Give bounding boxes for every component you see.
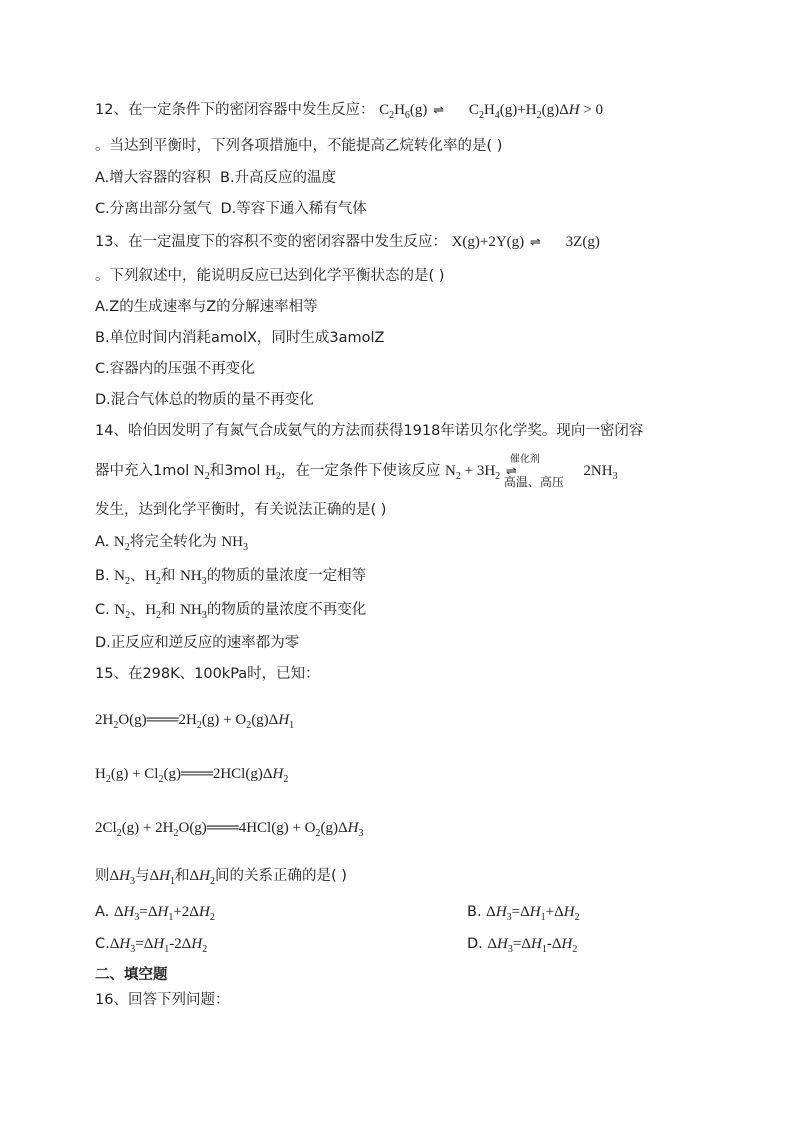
q14-condition-top: 催化剂 bbox=[509, 454, 540, 465]
equilibrium-arrow-icon: ⇌ bbox=[433, 102, 447, 117]
q13-stem: 13、在一定温度下的容积不变的密闭容器中发生反应： bbox=[95, 234, 447, 250]
q13-eq-left: X(g)+2Y(g) bbox=[451, 234, 525, 250]
q15-reaction-3: $2Cl_2(g)$ + $2H_2O(g)═══4HCl(g) + O_2(g)\Delta H_3$ bbox=[95, 820, 364, 839]
q12-tail: 。当达到平衡时，下列各项措施中，不能提高乙烷转化率的是( ) bbox=[95, 138, 503, 154]
q15-option-d: D. $\Delta H_3=\Delta H_1-\Delta H_2$ bbox=[467, 936, 578, 955]
section-title: 二、填空题 bbox=[95, 967, 168, 983]
q14-option-c-text: 的物质的量浓度不再变化 bbox=[206, 602, 367, 618]
q15-question: 则$\Delta H_3$与$\Delta H_1$和$\Delta H_2$间的关系正确的是( ) bbox=[95, 868, 347, 887]
q12-stem-line bbox=[95, 98, 603, 126]
q12-option-b: B.升高反应的温度 bbox=[220, 170, 337, 186]
q14-option-d: D.正反应和逆反应的速率都为零 bbox=[95, 635, 300, 651]
q13-option-a: A.Z的生成速率与Z的分解速率相等 bbox=[95, 299, 318, 315]
catalytic-equilibrium-arrow-icon: 催化剂 ⇌ 高温、高压 bbox=[504, 459, 576, 479]
q14-option-a: A. $N_2$将完全转化为 $NH_3$ bbox=[95, 534, 249, 553]
q15-option-a: A. $\Delta H_3=\Delta H_1+2\Delta H_2$ bbox=[95, 904, 215, 923]
q14-option-c: C. $N_2$、$H_2$和 $NH_3$的物质的量浓度不再变化 bbox=[95, 602, 367, 621]
q15-option-c: $C.\Delta H_3=\Delta H_1-2\Delta H_2$ bbox=[95, 936, 208, 955]
q12-option-a: A.增大容器的容积 bbox=[95, 170, 211, 186]
q14-line2-c: ，在一定条件下使该反应 bbox=[280, 463, 441, 479]
q12-option-d: D.等容下通入稀有气体 bbox=[220, 201, 367, 217]
q14-equation: $N_2 + 3H_2$ 催化剂 ⇌ 高温、高压 $2NH_3$ bbox=[445, 463, 618, 479]
q14-line1: 14、哈伯因发明了有氮气合成氨气的方法而获得1918年诺贝尔化学奖。现向一密闭容 bbox=[95, 423, 644, 439]
q15-options-cd bbox=[95, 934, 578, 960]
q14-option-a-text: 将完全转化为 bbox=[129, 534, 217, 550]
q13-tail: 。下列叙述中，能说明反应已达到化学平衡状态的是( ) bbox=[95, 268, 445, 284]
q15-reaction-1: $2H_2O(g)═══2H_2(g) + O_2(g)\Delta H_1$ bbox=[95, 712, 295, 731]
q12-options-ab bbox=[95, 168, 336, 188]
q14-line2-b: 和3mol bbox=[209, 463, 261, 479]
q13-option-c: C.容器内的压强不再变化 bbox=[95, 361, 255, 377]
q15-ask: 间的关系正确的是( ) bbox=[215, 868, 347, 884]
q15-stem: 15、在298K、100kPa时，已知： bbox=[95, 666, 320, 682]
q16-stem: 16、回答下列问题： bbox=[95, 992, 230, 1008]
q12-option-c: C.分离出部分氢气 bbox=[95, 201, 212, 217]
q13-stem-line bbox=[95, 230, 600, 252]
q15-options-ab bbox=[95, 902, 580, 928]
q14-condition-bottom: 高温、高压 bbox=[503, 475, 564, 489]
q13-option-d: D.混合气体总的物质的量不再变化 bbox=[95, 392, 314, 408]
q13-equation bbox=[452, 234, 600, 250]
q15-reaction-2: $H_2(g)$ + $Cl_2(g)═══2HCl(g)\Delta H_2$ bbox=[95, 766, 289, 785]
q14-option-b-text: 的物质的量浓度一定相等 bbox=[206, 568, 367, 584]
q12-options-cd bbox=[95, 199, 367, 219]
q14-line2-a: 器中充入1mol bbox=[95, 463, 190, 479]
q14-line2: 器中充入1mol $N_2$和3mol $H_2$，在一定条件下使该反应 $N_2 + 3H_2$ 催化剂 ⇌ 高温、高压 $2NH_3$ bbox=[95, 459, 618, 487]
q13-option-b: B.单位时间内消耗amolX，同时生成3amolZ bbox=[95, 330, 385, 346]
q13-eq-right: 3Z(g) bbox=[565, 234, 600, 250]
q14-option-b: B. $N_2$、$H_2$和 $NH_3$的物质的量浓度一定相等 bbox=[95, 568, 367, 587]
q15-option-b: B. $\Delta H_3=\Delta H_1+\Delta H_2$ bbox=[467, 904, 580, 923]
equilibrium-arrow-icon: ⇌ bbox=[529, 234, 543, 249]
q12-equation: $C_2H_6(g)$ ⇌ $C_2H_4(g)+H_2(g)\Delta H > 0$ bbox=[379, 102, 603, 118]
q12-stem: 12、在一定条件下的密闭容器中发生反应： bbox=[95, 102, 375, 118]
q15-ask-pre: 则 bbox=[95, 868, 110, 884]
q15-ask-mid1: 与 bbox=[135, 868, 150, 884]
q14-line3: 发生，达到化学平衡时，有关说法正确的是( ) bbox=[95, 502, 387, 518]
q15-ask-mid2: 和 bbox=[175, 868, 190, 884]
